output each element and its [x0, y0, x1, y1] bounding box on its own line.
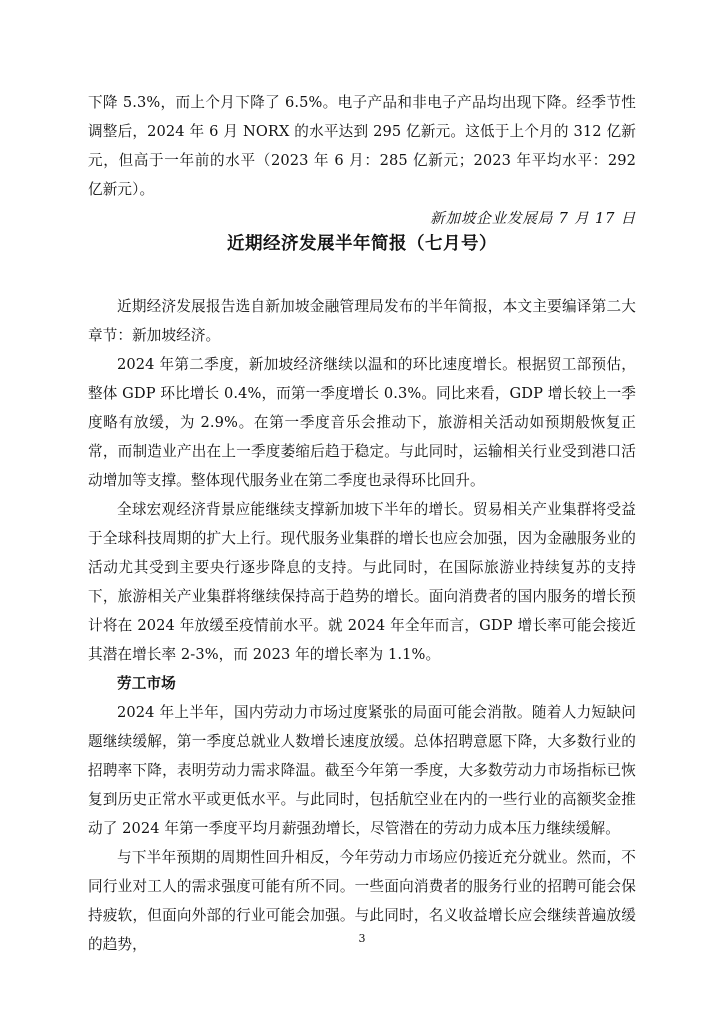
body-paragraph-q2: 2024 年第二季度，新加坡经济继续以温和的环比速度增长。根据贸工部预估，整体 GDP 环比增长 0.4%，而第一季度增长 0.3%。同比来看，GDP 增长较上一季度略有放缓，为 2.9%。在第一季度音乐会推动下，旅游相关活动如预期般恢复正常，而制造业产出在上一季度萎缩后趋于稳定。与此同时，运输相关行业受到港口活动增加等支撑。整体现代服务业在第二季度也录得环比回升。: [88, 356, 636, 489]
article-title: 近期经济发展半年简报（七月号）: [227, 234, 497, 254]
continued-paragraph: 下降 5.3%，而上个月下降了 6.5%。电子产品和非电子产品均出现下降。经季节性调整后，2024 年 6 月 NORX 的水平达到 295 亿新元。这低于上个月的 312 亿新元，但高于一年前的水平（2023 年 6 月：285 亿新元；2023 年平均水平：292 亿新元）。: [88, 94, 636, 198]
article-body: [88, 292, 636, 959]
page-number: 3: [358, 932, 366, 945]
top-section: [88, 88, 636, 233]
section-heading-labour: 劳工市场: [117, 675, 176, 692]
signature-line: 新加坡企业发展局 7 月 17 日: [430, 210, 636, 227]
body-paragraph-intro: 近期经济发展报告选自新加坡金融管理局发布的半年简报，本文主要编译第二大章节：新加坡经济。: [88, 298, 636, 344]
body-paragraph-labour-2: 与下半年预期的周期性回升相反，今年劳动力市场应仍接近充分就业。然而，不同行业对工人的需求强度可能有所不同。一些面向消费者的服务行业的招聘可能会保持疲软，但面向外部的行业可能会加强。与此同时，名义收益增长应会继续普遍放缓的趋势，: [88, 849, 636, 953]
body-paragraph-labour-1: 2024 年上半年，国内劳动力市场过度紧张的局面可能会消散。随着人力短缺问题继续缓解，第一季度总就业人数增长速度放缓。总体招聘意愿下降，大多数行业的招聘率下降，表明劳动力需求降温。截至今年第一季度，大多数劳动力市场指标已恢复到历史正常水平或更低水平。与此同时，包括航空业在内的一些行业的高额奖金推动了 2024 年第一季度平均月薪强劲增长，尽管潜在的劳动力成本压力继续缓解。: [88, 704, 636, 837]
body-paragraph-outlook: 全球宏观经济背景应能继续支撑新加坡下半年的增长。贸易相关产业集群将受益于全球科技周期的扩大上行。现代服务业集群的增长也应会加强，因为金融服务业的活动尤其受到主要央行逐步降息的支持。与此同时，在国际旅游业持续复苏的支持下，旅游相关产业集群将继续保持高于趋势的增长。面向消费者的国内服务的增长预计将在 2024 年放缓至疫情前水平。就 2024 年全年而言，GDP 增长率可能会接近其潜在增长率 2-3%，而 2023 年的增长率为 1.1%。: [88, 501, 636, 663]
